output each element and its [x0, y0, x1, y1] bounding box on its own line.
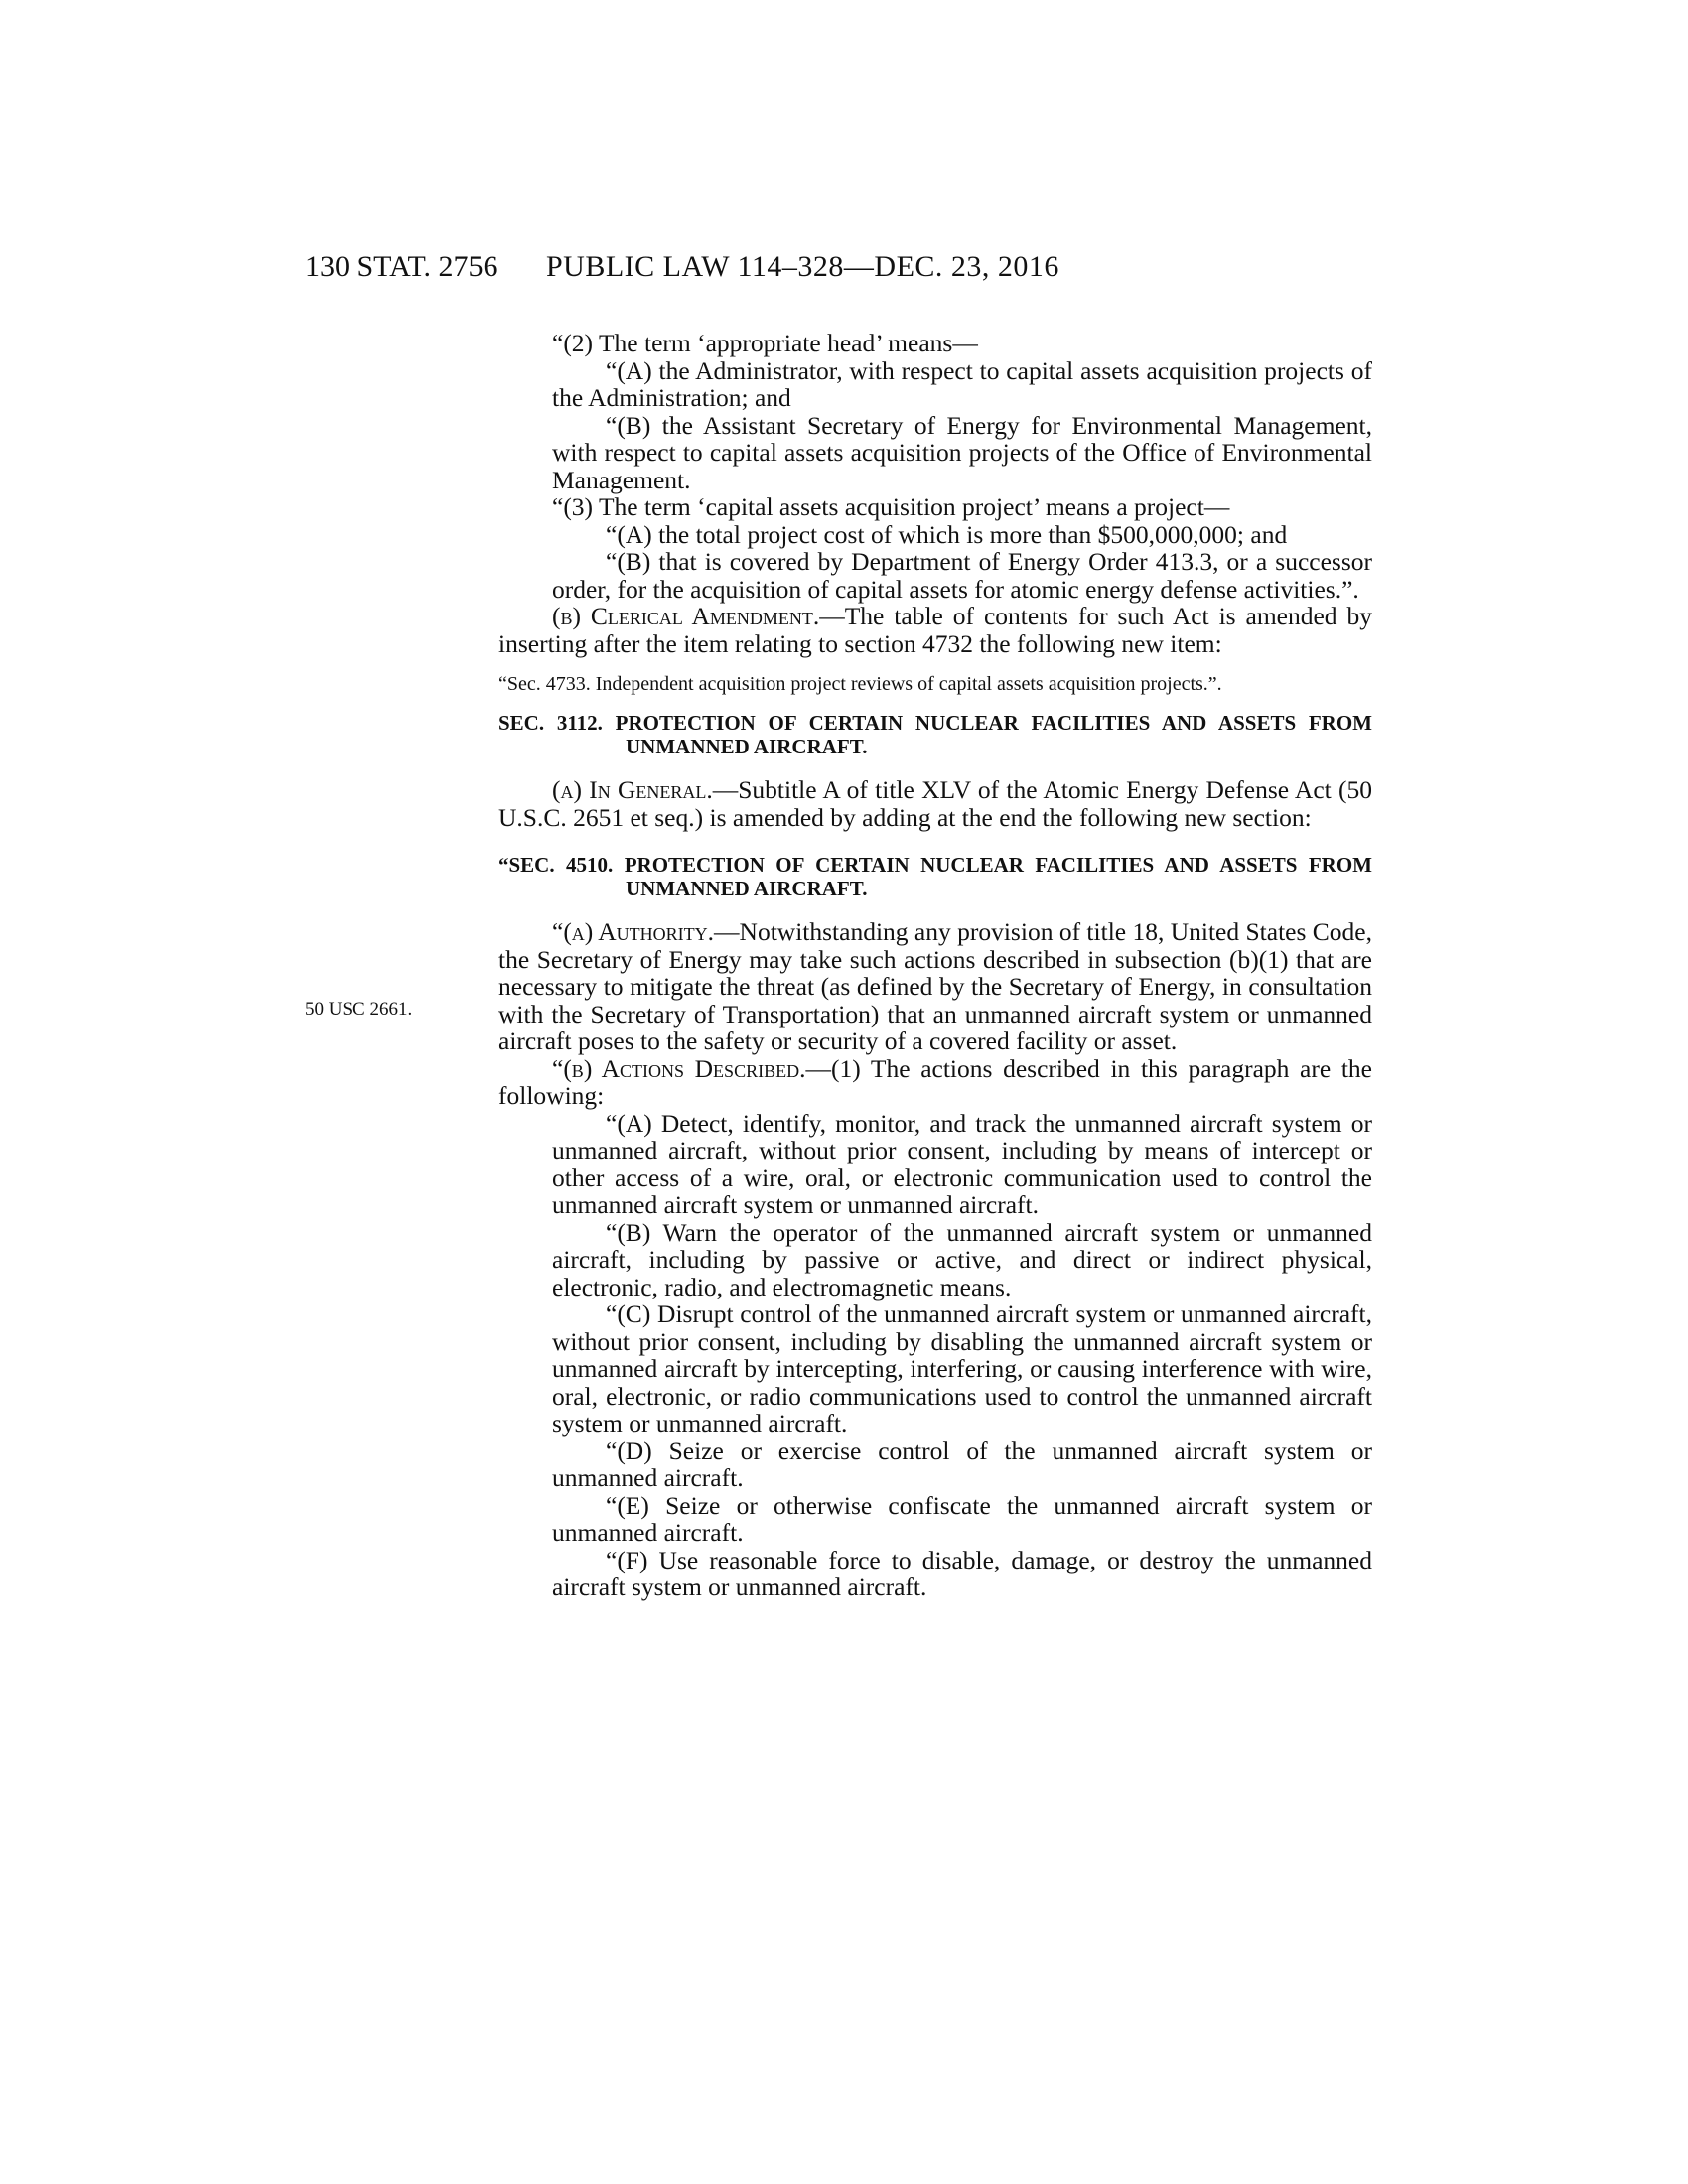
- section-3112-heading: SEC. 3112. PROTECTION OF CERTAIN NUCLEAR FACILITIES AND ASSETS FROM UNMANNED AIRCRAFT.: [498, 711, 1372, 758]
- definition-paragraph-3: “(3) The term ‘capital assets acquisition project’ means a project—: [552, 492, 1230, 521]
- table-of-contents-item: “Sec. 4733. Independent acquisition project reviews of capital assets acquisition projects.”.: [498, 673, 1222, 695]
- action-c: “(C) Disrupt control of the unmanned aircraft system or unmanned aircraft, without prior consent, including by disabling the unmanned aircraft system or unmanned aircraft by intercepting, interfering, or causing interference with wire, oral, electronic, or radio communications used to control the unmanned aircraft system or unmanned aircraft.: [552, 1299, 1372, 1437]
- definition-3-subparagraph-a: “(A) the total project cost of which is more than $500,000,000; and: [606, 519, 1288, 549]
- actions-described-heading: “(b) Actions Described.: [552, 1053, 806, 1083]
- actions-described-text: —(1) The actions described in this paragraph are the following:: [498, 1053, 1373, 1110]
- margin-citation-note: 50 USC 2661.: [305, 999, 413, 1020]
- actions-described-paragraph: [498, 1055, 1372, 1110]
- definition-3-subparagraph-b: “(B) that is covered by Department of Energy Order 413.3, or a successor order, for the acquisition of capital assets for atomic energy defense activities.”.: [552, 547, 1372, 604]
- authority-paragraph: [498, 918, 1372, 1055]
- page-header: [0, 250, 1688, 290]
- clerical-amendment-heading: (b) Clerical Amendment.: [552, 602, 820, 630]
- definition-paragraph-2: “(2) The term ‘appropriate head’ means—: [552, 329, 978, 357]
- clerical-amendment-text: —The table of contents for such Act is amended by inserting after the item relating to section 4732 the following new item:: [498, 602, 1372, 658]
- definition-2-subparagraph-a: “(A) the Administrator, with respect to capital assets acquisition projects of the Administration; and: [552, 355, 1372, 412]
- action-b: “(B) Warn the operator of the unmanned aircraft system or unmanned aircraft, including by passive or active, and direct or indirect physical, electronic, radio, and electromagnetic means.: [552, 1217, 1372, 1301]
- section-4510-heading: “SEC. 4510. PROTECTION OF CERTAIN NUCLEAR FACILITIES AND ASSETS FROM UNMANNED AIRCRAFT.: [498, 853, 1372, 900]
- action-e: “(E) Seize or otherwise confiscate the unmanned aircraft system or unmanned aircraft.: [552, 1490, 1372, 1547]
- in-general-heading: (a) In General.: [552, 775, 713, 804]
- action-f: “(F) Use reasonable force to disable, damage, or destroy the unmanned aircraft system or unmanned aircraft.: [552, 1545, 1372, 1601]
- definition-2-subparagraph-b: “(B) the Assistant Secretary of Energy for Environmental Management, with respect to capital assets acquisition projects of the Office of Environmental Management.: [552, 410, 1372, 494]
- action-d: “(D) Seize or exercise control of the unmanned aircraft system or unmanned aircraft.: [552, 1435, 1372, 1492]
- in-general-paragraph: [498, 776, 1372, 831]
- in-general-text: —Subtitle A of title XLV of the Atomic Energy Defense Act (50 U.S.C. 2651 et seq.) is amended by adding at the end the following new section:: [498, 775, 1372, 832]
- statute-page-reference: 130 STAT. 2756: [305, 250, 498, 283]
- authority-text: —Notwithstanding any provision of title 18, United States Code, the Secretary of Energy may take such actions described in subsection (b)(1) that are necessary to mitigate the threat (as defined by the Secretary of Energy, in consultation with the Secretary of Transportation) that an unmanned aircraft system or unmanned aircraft poses to the safety or security of a covered facility or asset.: [498, 917, 1372, 1055]
- action-a: “(A) Detect, identify, monitor, and track the unmanned aircraft system or unmanned aircraft, without prior consent, including by means of intercept or other access of a wire, oral, or electronic communication used to control the unmanned aircraft system or unmanned aircraft.: [552, 1108, 1372, 1219]
- authority-heading: “(a) Authority.: [552, 917, 715, 946]
- clerical-amendment-paragraph: [498, 603, 1372, 657]
- running-head-law-title: PUBLIC LAW 114–328—DEC. 23, 2016: [546, 250, 1059, 283]
- document-body: [498, 330, 1372, 1601]
